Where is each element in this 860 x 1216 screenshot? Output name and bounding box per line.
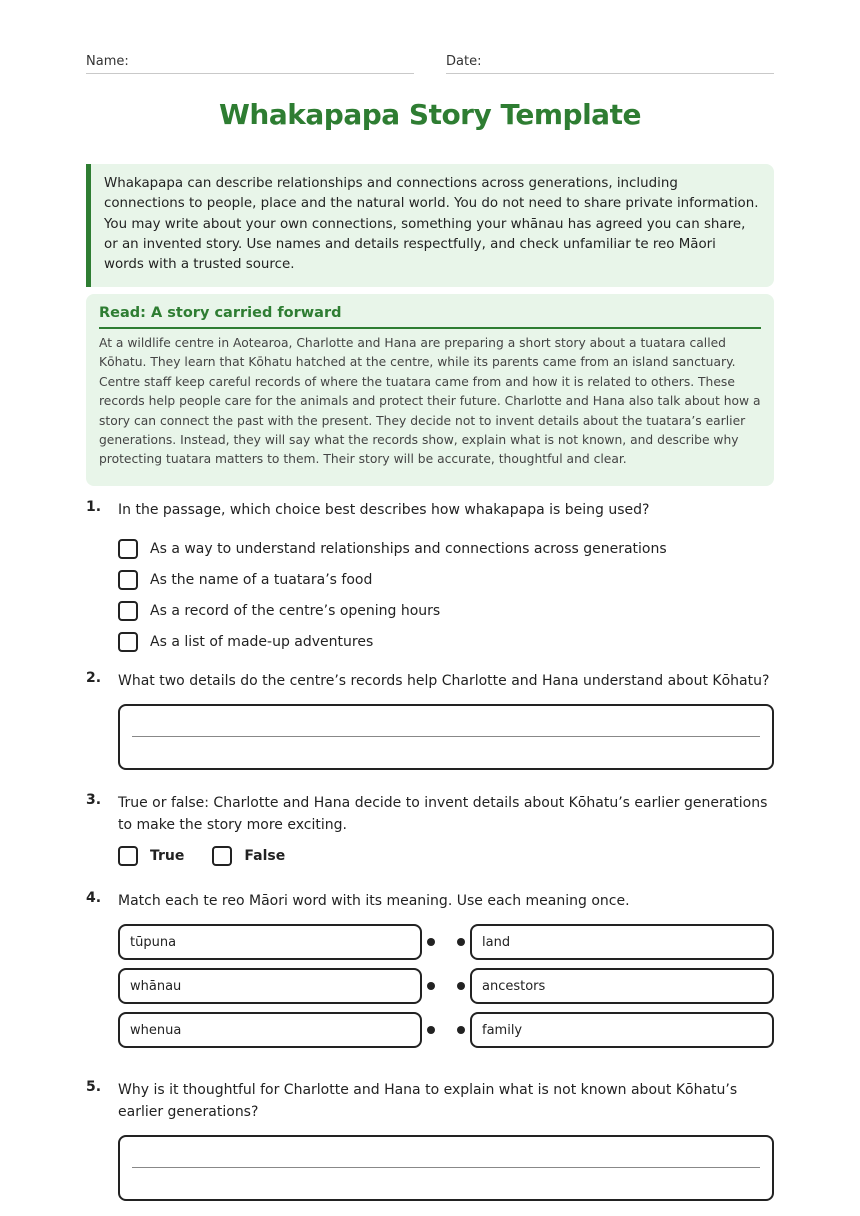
- question-number: 2.: [86, 670, 102, 686]
- intro-callout: Whakapapa can describe relationships and connections across generations, including connections to people, place and the natural world. You do not need to share private information. You may write about your own connections, something your whānau has agreed you can share, or an invented story. Use names and details respectfully, and check unfamiliar te reo Māori words with a trusted source.: [86, 164, 774, 287]
- option-label: As a way to understand relationships and connections across generations: [150, 540, 667, 557]
- option-item[interactable]: [118, 564, 774, 595]
- question-number: 5.: [86, 1079, 102, 1095]
- match-connectors: [422, 938, 470, 946]
- true-false-options: [118, 846, 774, 866]
- connector-dot[interactable]: [457, 938, 465, 946]
- false-option[interactable]: [212, 846, 285, 866]
- option-label: As a record of the centre’s opening hours: [150, 602, 441, 619]
- connector-dot[interactable]: [427, 982, 435, 990]
- checkbox[interactable]: [118, 570, 138, 590]
- connector-dot[interactable]: [427, 1026, 435, 1034]
- option-list: [118, 533, 774, 657]
- question-5: [86, 1079, 774, 1201]
- checkbox[interactable]: [118, 601, 138, 621]
- option-item[interactable]: [118, 533, 774, 564]
- match-row: [118, 924, 774, 960]
- question-number: 4.: [86, 890, 102, 906]
- reading-text: At a wildlife centre in Aotearoa, Charlotte and Hana are preparing a short story about a tuatara called Kōhatu. They learn that Kōhatu hatched at the centre, while its parents came from an island sanctuary. Centre staff keep careful records of where the tuatara came from and how it is related to others. These records help people care for the animals and protect their future. Charlotte and Hana also talk about how a story can connect the past with the present. They decide not to invent details about the tuatara’s earlier generations. Instead, they will say what the records show, explain what is not known, and describe why protecting tuatara matters to them. Their story will be accurate, thoughtful and clear.: [99, 336, 761, 467]
- match-word[interactable]: whenua: [118, 1012, 422, 1048]
- name-field[interactable]: [86, 54, 414, 74]
- match-word[interactable]: tūpuna: [118, 924, 422, 960]
- checkbox[interactable]: [212, 846, 232, 866]
- question-number: 3.: [86, 792, 102, 808]
- match-row: [118, 968, 774, 1004]
- match-word[interactable]: whānau: [118, 968, 422, 1004]
- date-field[interactable]: [446, 54, 774, 74]
- option-item[interactable]: [118, 595, 774, 626]
- option-item[interactable]: [118, 626, 774, 657]
- answer-line: [132, 736, 760, 737]
- page-title: Whakapapa Story Template: [219, 98, 641, 131]
- question-4: [86, 890, 774, 1056]
- option-label: As a list of made-up adventures: [150, 633, 374, 650]
- answer-line: [132, 1167, 760, 1168]
- answer-box[interactable]: [118, 704, 774, 770]
- match-connectors: [422, 982, 470, 990]
- connector-dot[interactable]: [427, 938, 435, 946]
- question-2: [86, 670, 774, 770]
- checkbox[interactable]: [118, 846, 138, 866]
- question-text: In the passage, which choice best describes how whakapapa is being used?: [118, 502, 650, 518]
- matching-grid: [118, 924, 774, 1048]
- checkbox[interactable]: [118, 539, 138, 559]
- date-label: Date:: [446, 54, 482, 69]
- true-label: True: [150, 848, 185, 864]
- question-number: 1.: [86, 499, 102, 515]
- connector-dot[interactable]: [457, 1026, 465, 1034]
- answer-box[interactable]: [118, 1135, 774, 1201]
- option-label: As the name of a tuatara’s food: [150, 571, 373, 588]
- match-meaning[interactable]: land: [470, 924, 774, 960]
- question-3: [86, 792, 774, 866]
- match-connectors: [422, 1026, 470, 1034]
- true-option[interactable]: [118, 846, 184, 866]
- reading-title: Read: A story carried forward: [99, 305, 761, 329]
- checkbox[interactable]: [118, 632, 138, 652]
- question-text: True or false: Charlotte and Hana decide to invent details about Kōhatu’s earlier generations to make the story more exciting.: [118, 795, 768, 833]
- question-text: Match each te reo Māori word with its meaning. Use each meaning once.: [118, 893, 630, 909]
- reading-passage: [86, 294, 774, 486]
- connector-dot[interactable]: [457, 982, 465, 990]
- question-text: What two details do the centre’s records help Charlotte and Hana understand about Kōhatu?: [118, 673, 770, 689]
- name-label: Name:: [86, 54, 129, 69]
- question-text: Why is it thoughtful for Charlotte and Hana to explain what is not known about Kōhatu’s earlier generations?: [118, 1082, 738, 1120]
- name-date-row: [86, 54, 774, 74]
- match-meaning[interactable]: family: [470, 1012, 774, 1048]
- match-meaning[interactable]: ancestors: [470, 968, 774, 1004]
- false-label: False: [244, 848, 286, 864]
- question-1: [86, 499, 774, 657]
- match-row: [118, 1012, 774, 1048]
